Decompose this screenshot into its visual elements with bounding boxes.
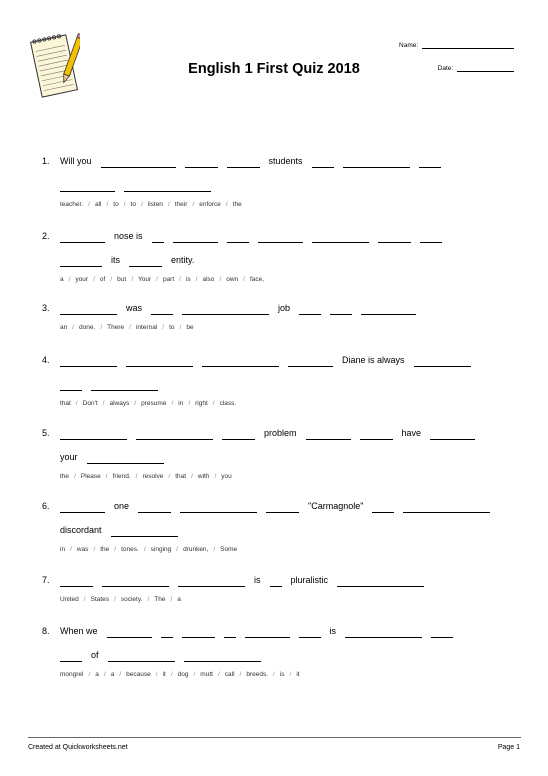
question-text: "Carmagnole" bbox=[308, 501, 364, 511]
question-text: entity. bbox=[171, 255, 195, 265]
answer-blank[interactable] bbox=[138, 512, 171, 513]
word-separator: / bbox=[156, 276, 158, 283]
answer-blank[interactable] bbox=[227, 242, 249, 243]
word-separator: / bbox=[123, 201, 126, 208]
answer-blank[interactable] bbox=[136, 439, 213, 440]
question-text: was bbox=[126, 303, 143, 313]
answer-blank[interactable] bbox=[126, 366, 193, 367]
word-bank-word: There bbox=[107, 324, 125, 331]
word-bank-word: dog bbox=[177, 671, 189, 678]
word-separator: / bbox=[93, 546, 96, 553]
word-bank-word: Don't bbox=[82, 400, 98, 407]
word-bank-word: a bbox=[60, 276, 64, 283]
word-separator: / bbox=[168, 473, 171, 480]
answer-blank[interactable] bbox=[372, 512, 394, 513]
question-text: is bbox=[329, 626, 337, 636]
answer-blank[interactable] bbox=[420, 242, 442, 243]
word-separator: / bbox=[179, 324, 182, 331]
word-bank-word: internal bbox=[135, 324, 158, 331]
word-bank-word: presume bbox=[141, 400, 167, 407]
word-separator: / bbox=[119, 671, 122, 678]
name-blank[interactable] bbox=[422, 48, 514, 49]
word-bank-word: mongrel bbox=[60, 671, 84, 678]
word-separator: / bbox=[273, 671, 275, 678]
word-separator: / bbox=[114, 596, 116, 603]
answer-blank[interactable] bbox=[60, 586, 93, 587]
word-bank-word: because bbox=[126, 671, 151, 678]
question-text: is bbox=[254, 575, 261, 585]
answer-blank[interactable] bbox=[312, 242, 369, 243]
word-bank-word: face, bbox=[249, 276, 265, 283]
answer-blank[interactable] bbox=[288, 366, 333, 367]
answer-blank[interactable] bbox=[111, 536, 178, 537]
answer-blank[interactable] bbox=[224, 637, 236, 638]
answer-blank[interactable] bbox=[270, 586, 282, 587]
question-number: 1. bbox=[42, 156, 50, 166]
word-bank-word: always bbox=[109, 400, 130, 407]
question-text: discordant bbox=[60, 525, 102, 535]
word-separator: / bbox=[114, 546, 117, 553]
word-bank-word: an bbox=[60, 324, 68, 331]
word-bank bbox=[60, 324, 194, 331]
word-bank-word: Some bbox=[220, 546, 238, 553]
word-bank-word: of bbox=[99, 276, 106, 283]
answer-blank[interactable] bbox=[360, 439, 393, 440]
word-separator: / bbox=[131, 276, 133, 283]
word-bank-word: call bbox=[224, 671, 235, 678]
word-bank-word: enforce bbox=[199, 201, 221, 208]
answer-blank[interactable] bbox=[258, 242, 303, 243]
question-text: pluralistic bbox=[290, 575, 329, 585]
answer-blank[interactable] bbox=[185, 167, 218, 168]
word-separator: / bbox=[74, 473, 76, 480]
word-bank-word: it bbox=[296, 671, 300, 678]
word-separator: / bbox=[105, 473, 108, 480]
answer-blank[interactable] bbox=[178, 586, 245, 587]
word-separator: / bbox=[192, 201, 195, 208]
question-number: 3. bbox=[42, 303, 50, 313]
word-separator: / bbox=[100, 324, 103, 331]
word-separator: / bbox=[106, 201, 109, 208]
answer-blank[interactable] bbox=[337, 586, 424, 587]
word-bank-word: also bbox=[202, 276, 215, 283]
word-separator: / bbox=[170, 596, 173, 603]
footer-credit: Created at Quickworksheets.net bbox=[28, 744, 128, 751]
word-bank-word: but bbox=[117, 276, 127, 283]
answer-blank[interactable] bbox=[345, 637, 422, 638]
word-separator: / bbox=[135, 473, 138, 480]
question-text: its bbox=[111, 255, 120, 265]
answer-blank[interactable] bbox=[60, 661, 82, 662]
question-number: 2. bbox=[42, 231, 50, 241]
question-text: your bbox=[60, 452, 78, 462]
word-bank-word: tones. bbox=[121, 546, 139, 553]
word-bank-word: their bbox=[174, 201, 188, 208]
word-separator: / bbox=[195, 276, 198, 283]
word-separator: / bbox=[68, 276, 71, 283]
question-text: of bbox=[91, 650, 99, 660]
word-bank-word: States bbox=[90, 596, 110, 603]
answer-blank[interactable] bbox=[414, 366, 471, 367]
word-bank-word: drunken, bbox=[183, 546, 209, 553]
word-separator: / bbox=[155, 671, 158, 678]
word-separator: / bbox=[147, 596, 150, 603]
word-separator: / bbox=[176, 546, 179, 553]
word-bank-word: your bbox=[75, 276, 89, 283]
answer-blank[interactable] bbox=[299, 314, 321, 315]
question-number: 5. bbox=[42, 428, 50, 438]
question-text: have bbox=[401, 428, 422, 438]
word-separator: / bbox=[70, 546, 72, 553]
word-bank-word: is bbox=[185, 276, 191, 283]
word-bank-word: listen bbox=[147, 201, 163, 208]
word-bank-word: was bbox=[76, 546, 89, 553]
word-separator: / bbox=[88, 671, 91, 678]
answer-blank[interactable] bbox=[306, 439, 351, 440]
word-bank-word: class. bbox=[219, 400, 237, 407]
answer-blank[interactable] bbox=[173, 242, 218, 243]
question-text: problem bbox=[264, 428, 297, 438]
answer-blank[interactable] bbox=[227, 167, 260, 168]
answer-blank[interactable] bbox=[202, 366, 279, 367]
question-text: When we bbox=[60, 626, 98, 636]
word-bank-word: you bbox=[221, 473, 232, 480]
word-bank-word: The bbox=[154, 596, 166, 603]
word-bank bbox=[60, 473, 232, 480]
word-separator: / bbox=[167, 201, 170, 208]
answer-blank[interactable] bbox=[431, 637, 453, 638]
word-bank-word: resolve bbox=[142, 473, 164, 480]
word-bank-word: to bbox=[113, 201, 119, 208]
word-bank-word: friend. bbox=[112, 473, 131, 480]
word-bank-word: singing bbox=[150, 546, 172, 553]
word-separator: / bbox=[212, 400, 215, 407]
answer-blank[interactable] bbox=[182, 314, 269, 315]
footer-divider bbox=[28, 737, 521, 738]
word-separator: / bbox=[88, 201, 90, 208]
word-bank-word: Please bbox=[80, 473, 101, 480]
page-number: Page 1 bbox=[497, 744, 520, 751]
word-separator: / bbox=[93, 276, 95, 283]
word-separator: / bbox=[83, 596, 86, 603]
word-separator: / bbox=[193, 671, 196, 678]
answer-blank[interactable] bbox=[60, 191, 115, 192]
answer-blank[interactable] bbox=[430, 439, 475, 440]
answer-blank[interactable] bbox=[60, 266, 102, 267]
answer-blank[interactable] bbox=[184, 661, 261, 662]
word-bank bbox=[60, 201, 242, 208]
word-bank-word: teacher. bbox=[60, 201, 84, 208]
question-text: one bbox=[114, 501, 130, 511]
word-bank-word: that bbox=[175, 473, 187, 480]
question-number: 8. bbox=[42, 626, 50, 636]
question-number: 7. bbox=[42, 575, 50, 585]
answer-blank[interactable] bbox=[182, 637, 215, 638]
word-separator: / bbox=[129, 324, 131, 331]
answer-blank[interactable] bbox=[124, 191, 211, 192]
answer-blank[interactable] bbox=[102, 586, 169, 587]
word-separator: / bbox=[179, 276, 181, 283]
page-title: English 1 First Quiz 2018 bbox=[188, 61, 360, 77]
word-bank-word: to bbox=[130, 201, 136, 208]
question-number: 6. bbox=[42, 501, 50, 511]
word-bank-word: is bbox=[279, 671, 285, 678]
word-separator: / bbox=[214, 473, 217, 480]
word-bank-word: a bbox=[95, 671, 99, 678]
name-field bbox=[399, 42, 514, 49]
word-bank bbox=[60, 596, 181, 603]
word-bank-word: the bbox=[100, 546, 110, 553]
question-text: nose is bbox=[114, 231, 143, 241]
word-bank-word: mutt bbox=[200, 671, 213, 678]
word-bank-word: a bbox=[177, 596, 181, 603]
name-label: Name: bbox=[399, 42, 419, 49]
word-separator: / bbox=[188, 400, 191, 407]
word-bank-word: the bbox=[60, 473, 70, 480]
answer-blank[interactable] bbox=[222, 439, 255, 440]
answer-blank[interactable] bbox=[101, 167, 176, 168]
word-separator: / bbox=[134, 400, 137, 407]
word-bank-word: Your bbox=[138, 276, 152, 283]
word-bank-word: done. bbox=[79, 324, 96, 331]
word-bank-word: right bbox=[195, 400, 208, 407]
word-bank-word: United bbox=[60, 596, 79, 603]
date-label: Date: bbox=[437, 65, 454, 72]
answer-blank[interactable] bbox=[245, 637, 290, 638]
answer-blank[interactable] bbox=[91, 390, 158, 391]
answer-blank[interactable] bbox=[419, 167, 441, 168]
question-text: Diane is always bbox=[342, 355, 405, 365]
answer-blank[interactable] bbox=[152, 242, 164, 243]
word-bank-word: to bbox=[169, 324, 175, 331]
word-bank-word: all bbox=[94, 201, 102, 208]
answer-blank[interactable] bbox=[60, 512, 105, 513]
word-bank-word: part bbox=[162, 276, 175, 283]
answer-blank[interactable] bbox=[266, 512, 299, 513]
answer-blank[interactable] bbox=[107, 637, 152, 638]
answer-blank[interactable] bbox=[129, 266, 162, 267]
word-bank bbox=[60, 276, 264, 283]
word-separator: / bbox=[162, 324, 165, 331]
word-separator: / bbox=[243, 276, 245, 283]
word-bank-word: the bbox=[232, 201, 242, 208]
word-separator: / bbox=[110, 276, 113, 283]
answer-blank[interactable] bbox=[87, 463, 164, 464]
word-separator: / bbox=[72, 324, 75, 331]
answer-blank[interactable] bbox=[312, 167, 334, 168]
word-bank-word: with bbox=[197, 473, 210, 480]
word-separator: / bbox=[289, 671, 292, 678]
word-separator: / bbox=[171, 400, 174, 407]
word-separator: / bbox=[103, 671, 106, 678]
answer-blank[interactable] bbox=[60, 242, 105, 243]
question-text: Will you bbox=[60, 156, 92, 166]
answer-blank[interactable] bbox=[361, 314, 416, 315]
word-separator: / bbox=[217, 671, 220, 678]
word-bank bbox=[60, 671, 300, 678]
word-separator: / bbox=[239, 671, 242, 678]
answer-blank[interactable] bbox=[378, 242, 411, 243]
word-separator: / bbox=[102, 400, 105, 407]
word-bank bbox=[60, 400, 236, 407]
answer-blank[interactable] bbox=[60, 390, 82, 391]
question-text: students bbox=[268, 156, 303, 166]
answer-blank[interactable] bbox=[60, 439, 127, 440]
answer-blank[interactable] bbox=[299, 637, 321, 638]
word-separator: / bbox=[143, 546, 146, 553]
word-bank-word: in bbox=[60, 546, 66, 553]
answer-blank[interactable] bbox=[343, 167, 410, 168]
word-bank-word: in bbox=[178, 400, 184, 407]
word-separator: / bbox=[75, 400, 78, 407]
question-number: 4. bbox=[42, 355, 50, 365]
word-bank-word: that bbox=[60, 400, 71, 407]
word-separator: / bbox=[213, 546, 216, 553]
answer-blank[interactable] bbox=[60, 366, 117, 367]
word-bank-word: a bbox=[110, 671, 115, 678]
answer-blank[interactable] bbox=[403, 512, 490, 513]
word-separator: / bbox=[191, 473, 193, 480]
word-bank-word: breeds. bbox=[246, 671, 269, 678]
word-bank-word: it bbox=[162, 671, 166, 678]
word-bank bbox=[60, 546, 237, 553]
answer-blank[interactable] bbox=[151, 314, 173, 315]
word-separator: / bbox=[140, 201, 143, 208]
word-bank-word: own bbox=[226, 276, 239, 283]
word-separator: / bbox=[225, 201, 228, 208]
answer-blank[interactable] bbox=[330, 314, 352, 315]
word-separator: / bbox=[170, 671, 173, 678]
word-bank-word: be bbox=[186, 324, 194, 331]
word-bank-word: society. bbox=[120, 596, 143, 603]
answer-blank[interactable] bbox=[60, 314, 117, 315]
question-text: job bbox=[278, 303, 291, 313]
answer-blank[interactable] bbox=[108, 661, 175, 662]
word-separator: / bbox=[219, 276, 222, 283]
answer-blank[interactable] bbox=[180, 512, 257, 513]
answer-blank[interactable] bbox=[161, 637, 173, 638]
